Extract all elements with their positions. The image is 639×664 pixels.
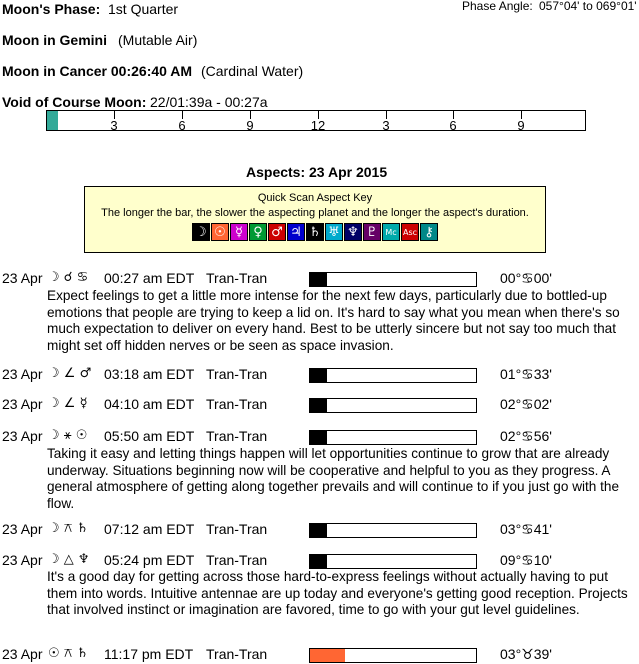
aspect-glyphs: ☽ ∠ ♂	[48, 366, 92, 381]
aspect-duration-fill	[310, 369, 327, 382]
timeline-void-fill	[47, 111, 58, 130]
moon-phase-value: 1st Quarter	[108, 1, 179, 17]
aspect-glyphs: ☽ △ ♆	[48, 552, 90, 567]
moon-phase-label: Moon's Phase:	[2, 1, 101, 17]
neptune-icon: ♆	[344, 223, 362, 241]
aspect-description: Taking it easy and letting things happen will let opportunities continue to grow that are already underway. Situations beginning now will be cooperative and helpful to you as they progress. A general atmosphere of getting along together prevails and will continue to if you just go with the flow.	[47, 446, 620, 511]
aspect-type: Tran-Tran	[206, 270, 268, 286]
void-of-course-value: 22/01:39a - 00:27a	[150, 94, 268, 110]
void-of-course-label: Void of Course Moon:	[2, 94, 147, 110]
aspect-duration-fill	[310, 524, 327, 537]
timeline-tick-label: 6	[449, 118, 457, 133]
timeline-tick-label: 9	[517, 118, 525, 133]
aspect-date: 23 Apr	[2, 552, 43, 568]
aspect-row	[0, 552, 639, 570]
mercury-icon: ☿	[230, 223, 248, 241]
aspect-glyphs: ☽ ∠ ☿	[48, 396, 88, 411]
aspect-position: 01°♋33'	[500, 366, 552, 382]
aspect-glyphs: ☽ ⚹ ☉	[48, 428, 88, 443]
aspect-type: Tran-Tran	[206, 366, 268, 382]
aspect-duration-bar	[309, 430, 477, 445]
aspect-position: 02°♋02'	[500, 396, 552, 412]
aspect-duration-fill	[310, 649, 345, 662]
aspect-time: 07:12 am EDT	[104, 521, 195, 537]
aspect-position: 02°♋56'	[500, 428, 552, 444]
aspect-time: 00:27 am EDT	[104, 270, 195, 286]
aspect-position: 00°♋00'	[500, 270, 552, 286]
moon-icon: ☽	[192, 223, 210, 241]
moon-sign-cancer: Moon in Cancer 00:26:40 AM	[2, 63, 193, 79]
sun-icon: ☉	[211, 223, 229, 241]
aspect-type: Tran-Tran	[206, 552, 268, 568]
midheaven-icon: Mc	[382, 223, 400, 241]
aspect-duration-bar	[309, 272, 477, 287]
aspect-glyphs: ☽ ⚻ ♄	[48, 521, 89, 536]
jupiter-icon: ♃	[287, 223, 305, 241]
aspect-duration-bar	[309, 398, 477, 413]
aspect-duration-bar	[309, 368, 477, 383]
aspect-row	[0, 270, 639, 288]
aspect-key-description: The longer the bar, the slower the aspecting planet and the longer the aspect's duration.	[101, 207, 529, 219]
aspect-row	[0, 646, 639, 664]
aspect-type: Tran-Tran	[206, 521, 268, 537]
aspect-glyphs: ☽ ☌ ♋	[48, 270, 89, 285]
void-of-course-timeline	[46, 110, 586, 131]
moon-sign-gemini-mode: (Mutable Air)	[118, 32, 198, 48]
aspect-type: Tran-Tran	[206, 428, 268, 444]
aspect-duration-fill	[310, 555, 327, 568]
timeline-tick-label: 3	[382, 118, 390, 133]
ascendant-icon: Asc	[401, 223, 419, 241]
aspect-position: 03°♋41'	[500, 521, 552, 537]
saturn-icon: ♄	[306, 223, 324, 241]
aspect-time: 11:17 pm EDT	[104, 646, 194, 662]
chiron-icon: ⚷	[420, 223, 438, 241]
moon-sign-gemini: Moon in Gemini	[2, 32, 107, 48]
aspect-duration-bar	[309, 648, 477, 663]
moon-sign-cancer-mode: (Cardinal Water)	[201, 63, 304, 79]
aspect-date: 23 Apr	[2, 270, 43, 286]
timeline-tick-label: 12	[310, 118, 326, 133]
aspect-duration-bar	[309, 554, 477, 569]
aspect-time: 05:24 pm EDT	[104, 552, 195, 568]
aspect-time: 03:18 am EDT	[104, 366, 195, 382]
timeline-tick-label: 3	[110, 118, 118, 133]
timeline-tick-label: 9	[246, 118, 254, 133]
aspect-duration-fill	[310, 273, 327, 286]
aspect-description: It's a good day for getting across those hard-to-express feelings without actually having to put them into words. Intuitive antennae are up today and everyone's getting good reception. Projects that involved instinct or imagination are favored, time to go with your gut level guidelines.	[47, 569, 628, 617]
aspect-type: Tran-Tran	[206, 396, 268, 412]
aspect-time: 05:50 am EDT	[104, 428, 195, 444]
aspect-duration-bar	[309, 523, 477, 538]
aspect-position: 09°♋10'	[500, 552, 552, 568]
aspect-description: Expect feelings to get a little more intense for the next few days, particularly due to bottled-up emotions that people are trying to keep a lid on. It's hard to say what you mean when there's so much expectation to deliver on every hand. Best to be utterly sincere but not say too much that might set off hidden nerves or be seen as space invasion.	[47, 288, 620, 353]
aspect-key-box	[84, 186, 546, 253]
aspect-row	[0, 428, 639, 446]
aspect-position: 03°♉39'	[500, 646, 552, 662]
aspect-duration-fill	[310, 431, 327, 444]
aspect-type: Tran-Tran	[206, 646, 268, 662]
aspect-date: 23 Apr	[2, 428, 43, 444]
venus-icon: ♀	[249, 223, 267, 241]
aspect-date: 23 Apr	[2, 366, 43, 382]
timeline-tick-label: 6	[178, 118, 186, 133]
aspect-row	[0, 366, 639, 384]
aspects-title: Aspects: 23 Apr 2015	[246, 164, 388, 180]
aspect-duration-fill	[310, 399, 327, 412]
aspect-date: 23 Apr	[2, 646, 43, 662]
phase-angle-value: 057°04' to 069°01'	[539, 0, 637, 13]
aspect-date: 23 Apr	[2, 396, 43, 412]
aspect-date: 23 Apr	[2, 521, 43, 537]
uranus-icon: ♅	[325, 223, 343, 241]
aspect-glyphs: ☉ ⚻ ♄	[48, 646, 89, 661]
aspect-key-title: Quick Scan Aspect Key	[257, 192, 373, 204]
aspect-row	[0, 521, 639, 539]
mars-icon: ♂	[268, 223, 286, 241]
phase-angle-label: Phase Angle:	[462, 0, 533, 13]
planet-glyph-strip	[85, 223, 545, 241]
aspect-row	[0, 396, 639, 414]
pluto-icon: ♇	[363, 223, 381, 241]
aspect-time: 04:10 am EDT	[104, 396, 195, 412]
